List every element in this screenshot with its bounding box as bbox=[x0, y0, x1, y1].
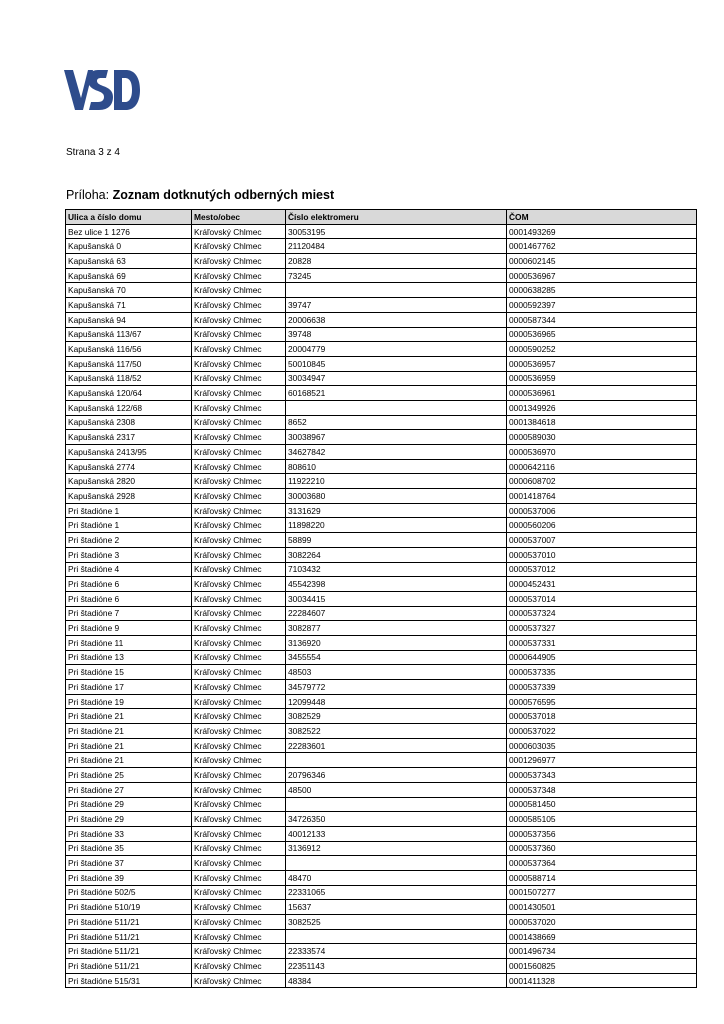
cell-com: 0000603035 bbox=[507, 738, 697, 753]
cell-street: Pri štadióne 35 bbox=[66, 841, 192, 856]
cell-com: 0000537018 bbox=[507, 709, 697, 724]
table-row bbox=[66, 724, 697, 739]
cell-city: Kráľovský Chlmec bbox=[192, 254, 286, 269]
cell-com: 0001467762 bbox=[507, 239, 697, 254]
cell-com: 0000537006 bbox=[507, 503, 697, 518]
cell-street: Pri štadióne 7 bbox=[66, 606, 192, 621]
cell-com: 0000638285 bbox=[507, 283, 697, 298]
cell-com: 0000536967 bbox=[507, 268, 697, 283]
cell-meter-number: 50010845 bbox=[286, 356, 507, 371]
cell-city: Kráľovský Chlmec bbox=[192, 298, 286, 313]
table-row bbox=[66, 562, 697, 577]
cell-city: Kráľovský Chlmec bbox=[192, 268, 286, 283]
cell-city: Kráľovský Chlmec bbox=[192, 459, 286, 474]
cell-meter-number: 3136920 bbox=[286, 635, 507, 650]
table-row bbox=[66, 812, 697, 827]
cell-meter-number: 22283601 bbox=[286, 738, 507, 753]
cell-city: Kráľovský Chlmec bbox=[192, 518, 286, 533]
cell-com: 0001493269 bbox=[507, 224, 697, 239]
cell-city: Kráľovský Chlmec bbox=[192, 312, 286, 327]
cell-city: Kráľovský Chlmec bbox=[192, 900, 286, 915]
cell-city: Kráľovský Chlmec bbox=[192, 503, 286, 518]
cell-meter-number: 808610 bbox=[286, 459, 507, 474]
table-row bbox=[66, 738, 697, 753]
cell-com: 0000536959 bbox=[507, 371, 697, 386]
cell-street: Kapušanská 0 bbox=[66, 239, 192, 254]
column-header-com: ČOM bbox=[507, 210, 697, 225]
cell-street: Pri štadióne 25 bbox=[66, 768, 192, 783]
cell-meter-number: 7103432 bbox=[286, 562, 507, 577]
cell-city: Kráľovský Chlmec bbox=[192, 445, 286, 460]
cell-meter-number: 3136912 bbox=[286, 841, 507, 856]
cell-meter-number: 58899 bbox=[286, 533, 507, 548]
column-header-meter-number: Číslo elektromeru bbox=[286, 210, 507, 225]
table-row bbox=[66, 959, 697, 974]
cell-com: 0000537010 bbox=[507, 547, 697, 562]
cell-com: 0000537012 bbox=[507, 562, 697, 577]
table-row bbox=[66, 635, 697, 650]
cell-street: Kapušanská 2928 bbox=[66, 489, 192, 504]
cell-city: Kráľovský Chlmec bbox=[192, 724, 286, 739]
cell-com: 0000587344 bbox=[507, 312, 697, 327]
cell-meter-number: 30034415 bbox=[286, 591, 507, 606]
cell-city: Kráľovský Chlmec bbox=[192, 826, 286, 841]
cell-city: Kráľovský Chlmec bbox=[192, 635, 286, 650]
cell-com: 0000537348 bbox=[507, 782, 697, 797]
cell-com: 0000537014 bbox=[507, 591, 697, 606]
cell-com: 0001349926 bbox=[507, 400, 697, 415]
cell-meter-number: 39747 bbox=[286, 298, 507, 313]
cell-com: 0000536961 bbox=[507, 386, 697, 401]
cell-com: 0000536970 bbox=[507, 445, 697, 460]
cell-street: Pri štadióne 6 bbox=[66, 591, 192, 606]
table-row bbox=[66, 268, 697, 283]
table-row bbox=[66, 474, 697, 489]
cell-street: Pri štadióne 511/21 bbox=[66, 944, 192, 959]
cell-meter-number: 45542398 bbox=[286, 577, 507, 592]
cell-city: Kráľovský Chlmec bbox=[192, 606, 286, 621]
table-row bbox=[66, 239, 697, 254]
cell-meter-number: 39748 bbox=[286, 327, 507, 342]
cell-meter-number bbox=[286, 753, 507, 768]
cell-street: Pri štadióne 37 bbox=[66, 856, 192, 871]
cell-meter-number: 3082522 bbox=[286, 724, 507, 739]
cell-meter-number: 34726350 bbox=[286, 812, 507, 827]
cell-com: 0000452431 bbox=[507, 577, 697, 592]
cell-street: Kapušanská 71 bbox=[66, 298, 192, 313]
cell-com: 0001430501 bbox=[507, 900, 697, 915]
cell-meter-number bbox=[286, 929, 507, 944]
cell-city: Kráľovský Chlmec bbox=[192, 753, 286, 768]
cell-meter-number: 30003680 bbox=[286, 489, 507, 504]
cell-city: Kráľovský Chlmec bbox=[192, 283, 286, 298]
cell-meter-number: 73245 bbox=[286, 268, 507, 283]
table-row bbox=[66, 298, 697, 313]
table-row bbox=[66, 415, 697, 430]
cell-com: 0000576595 bbox=[507, 694, 697, 709]
cell-meter-number: 22284607 bbox=[286, 606, 507, 621]
table-row bbox=[66, 503, 697, 518]
cell-street: Pri štadióne 511/21 bbox=[66, 929, 192, 944]
cell-com: 0000537020 bbox=[507, 915, 697, 930]
table-row bbox=[66, 694, 697, 709]
table-row bbox=[66, 606, 697, 621]
cell-city: Kráľovský Chlmec bbox=[192, 577, 286, 592]
cell-city: Kráľovský Chlmec bbox=[192, 650, 286, 665]
cell-com: 0000560206 bbox=[507, 518, 697, 533]
cell-street: Kapušanská 122/68 bbox=[66, 400, 192, 415]
table-row bbox=[66, 430, 697, 445]
cell-street: Kapušanská 2413/95 bbox=[66, 445, 192, 460]
cell-com: 0001296977 bbox=[507, 753, 697, 768]
cell-com: 0001438669 bbox=[507, 929, 697, 944]
table-row bbox=[66, 621, 697, 636]
table-row bbox=[66, 445, 697, 460]
cell-com: 0000536965 bbox=[507, 327, 697, 342]
table-row bbox=[66, 327, 697, 342]
table-row bbox=[66, 973, 697, 988]
cell-street: Kapušanská 2820 bbox=[66, 474, 192, 489]
cell-city: Kráľovský Chlmec bbox=[192, 371, 286, 386]
table-row bbox=[66, 342, 697, 357]
cell-street: Pri štadióne 15 bbox=[66, 665, 192, 680]
cell-com: 0000592397 bbox=[507, 298, 697, 313]
cell-city: Kráľovský Chlmec bbox=[192, 738, 286, 753]
cell-street: Kapušanská 2317 bbox=[66, 430, 192, 445]
cell-meter-number: 22331065 bbox=[286, 885, 507, 900]
cell-com: 0000581450 bbox=[507, 797, 697, 812]
table-row bbox=[66, 768, 697, 783]
table-row bbox=[66, 650, 697, 665]
cell-com: 0000642116 bbox=[507, 459, 697, 474]
affected-points-table bbox=[65, 209, 697, 988]
table-row bbox=[66, 826, 697, 841]
cell-meter-number: 3082877 bbox=[286, 621, 507, 636]
cell-com: 0000608702 bbox=[507, 474, 697, 489]
cell-street: Pri štadióne 21 bbox=[66, 738, 192, 753]
cell-com: 0000589030 bbox=[507, 430, 697, 445]
table-row bbox=[66, 533, 697, 548]
cell-com: 0001496734 bbox=[507, 944, 697, 959]
cell-street: Pri štadióne 1 bbox=[66, 503, 192, 518]
table-row bbox=[66, 929, 697, 944]
cell-city: Kráľovský Chlmec bbox=[192, 386, 286, 401]
cell-meter-number: 48500 bbox=[286, 782, 507, 797]
table-row bbox=[66, 224, 697, 239]
cell-street: Pri štadióne 4 bbox=[66, 562, 192, 577]
cell-street: Pri štadióne 6 bbox=[66, 577, 192, 592]
cell-city: Kráľovský Chlmec bbox=[192, 812, 286, 827]
cell-street: Kapušanská 94 bbox=[66, 312, 192, 327]
cell-city: Kráľovský Chlmec bbox=[192, 430, 286, 445]
table-row bbox=[66, 489, 697, 504]
table-row bbox=[66, 356, 697, 371]
cell-street: Pri štadióne 21 bbox=[66, 753, 192, 768]
cell-com: 0000537331 bbox=[507, 635, 697, 650]
cell-com: 0000537324 bbox=[507, 606, 697, 621]
cell-meter-number: 48470 bbox=[286, 870, 507, 885]
cell-city: Kráľovský Chlmec bbox=[192, 621, 286, 636]
cell-meter-number: 30034947 bbox=[286, 371, 507, 386]
cell-street: Kapušanská 116/56 bbox=[66, 342, 192, 357]
cell-com: 0000602145 bbox=[507, 254, 697, 269]
cell-meter-number: 48503 bbox=[286, 665, 507, 680]
cell-meter-number: 3082264 bbox=[286, 547, 507, 562]
cell-com: 0000537335 bbox=[507, 665, 697, 680]
cell-street: Kapušanská 69 bbox=[66, 268, 192, 283]
cell-city: Kráľovský Chlmec bbox=[192, 709, 286, 724]
cell-meter-number: 15637 bbox=[286, 900, 507, 915]
cell-city: Kráľovský Chlmec bbox=[192, 239, 286, 254]
cell-meter-number: 22351143 bbox=[286, 959, 507, 974]
cell-city: Kráľovský Chlmec bbox=[192, 489, 286, 504]
cell-street: Pri štadióne 3 bbox=[66, 547, 192, 562]
cell-street: Pri štadióne 39 bbox=[66, 870, 192, 885]
cell-meter-number bbox=[286, 283, 507, 298]
page-number: Strana 3 z 4 bbox=[66, 147, 120, 158]
title-prefix: Príloha: bbox=[66, 188, 113, 202]
table-row bbox=[66, 870, 697, 885]
cell-city: Kráľovský Chlmec bbox=[192, 973, 286, 988]
cell-city: Kráľovský Chlmec bbox=[192, 591, 286, 606]
table-row bbox=[66, 797, 697, 812]
cell-meter-number: 12099448 bbox=[286, 694, 507, 709]
cell-meter-number bbox=[286, 797, 507, 812]
table-row bbox=[66, 400, 697, 415]
cell-com: 0001418764 bbox=[507, 489, 697, 504]
cell-city: Kráľovský Chlmec bbox=[192, 415, 286, 430]
table-row bbox=[66, 518, 697, 533]
cell-meter-number: 20828 bbox=[286, 254, 507, 269]
cell-street: Pri štadióne 27 bbox=[66, 782, 192, 797]
cell-street: Pri štadióne 1 bbox=[66, 518, 192, 533]
cell-street: Pri štadióne 510/19 bbox=[66, 900, 192, 915]
table-row bbox=[66, 944, 697, 959]
table-row bbox=[66, 547, 697, 562]
cell-meter-number: 22333574 bbox=[286, 944, 507, 959]
cell-street: Pri štadióne 511/21 bbox=[66, 915, 192, 930]
cell-city: Kráľovský Chlmec bbox=[192, 885, 286, 900]
table-row bbox=[66, 371, 697, 386]
cell-com: 0000537360 bbox=[507, 841, 697, 856]
cell-city: Kráľovský Chlmec bbox=[192, 870, 286, 885]
cell-street: Pri štadióne 2 bbox=[66, 533, 192, 548]
cell-city: Kráľovský Chlmec bbox=[192, 797, 286, 812]
cell-com: 0000537339 bbox=[507, 680, 697, 695]
cell-com: 0001507277 bbox=[507, 885, 697, 900]
cell-city: Kráľovský Chlmec bbox=[192, 929, 286, 944]
cell-city: Kráľovský Chlmec bbox=[192, 400, 286, 415]
cell-street: Bez ulice 1 1276 bbox=[66, 224, 192, 239]
table-row bbox=[66, 782, 697, 797]
cell-city: Kráľovský Chlmec bbox=[192, 841, 286, 856]
cell-street: Kapušanská 117/50 bbox=[66, 356, 192, 371]
cell-meter-number: 21120484 bbox=[286, 239, 507, 254]
cell-meter-number: 20004779 bbox=[286, 342, 507, 357]
cell-com: 0000585105 bbox=[507, 812, 697, 827]
cell-street: Pri štadióne 13 bbox=[66, 650, 192, 665]
table-header-row bbox=[66, 210, 697, 225]
table-row bbox=[66, 254, 697, 269]
cell-street: Pri štadióne 19 bbox=[66, 694, 192, 709]
cell-meter-number: 60168521 bbox=[286, 386, 507, 401]
cell-com: 0001384618 bbox=[507, 415, 697, 430]
cell-city: Kráľovský Chlmec bbox=[192, 327, 286, 342]
table-row bbox=[66, 915, 697, 930]
cell-meter-number: 3082525 bbox=[286, 915, 507, 930]
cell-com: 0001560825 bbox=[507, 959, 697, 974]
cell-street: Kapušanská 2308 bbox=[66, 415, 192, 430]
cell-com: 0000537356 bbox=[507, 826, 697, 841]
cell-meter-number: 3131629 bbox=[286, 503, 507, 518]
table-row bbox=[66, 885, 697, 900]
cell-city: Kráľovský Chlmec bbox=[192, 356, 286, 371]
cell-city: Kráľovský Chlmec bbox=[192, 533, 286, 548]
cell-com: 0001411328 bbox=[507, 973, 697, 988]
title-bold: Zoznam dotknutých odberných miest bbox=[112, 188, 335, 202]
cell-street: Kapušanská 63 bbox=[66, 254, 192, 269]
cell-meter-number: 48384 bbox=[286, 973, 507, 988]
cell-meter-number: 20796346 bbox=[286, 768, 507, 783]
cell-com: 0000536957 bbox=[507, 356, 697, 371]
cell-com: 0000537022 bbox=[507, 724, 697, 739]
table-row bbox=[66, 283, 697, 298]
cell-com: 0000644905 bbox=[507, 650, 697, 665]
cell-com: 0000537343 bbox=[507, 768, 697, 783]
table-row bbox=[66, 900, 697, 915]
cell-street: Pri štadióne 21 bbox=[66, 724, 192, 739]
cell-city: Kráľovský Chlmec bbox=[192, 944, 286, 959]
cell-meter-number: 3082529 bbox=[286, 709, 507, 724]
cell-city: Kráľovský Chlmec bbox=[192, 562, 286, 577]
cell-meter-number: 8652 bbox=[286, 415, 507, 430]
table-row bbox=[66, 709, 697, 724]
cell-meter-number: 30038967 bbox=[286, 430, 507, 445]
cell-com: 0000537364 bbox=[507, 856, 697, 871]
cell-street: Kapušanská 120/64 bbox=[66, 386, 192, 401]
cell-street: Pri štadióne 9 bbox=[66, 621, 192, 636]
cell-street: Pri štadióne 33 bbox=[66, 826, 192, 841]
cell-meter-number: 34579772 bbox=[286, 680, 507, 695]
cell-meter-number: 3455554 bbox=[286, 650, 507, 665]
cell-street: Pri štadióne 515/31 bbox=[66, 973, 192, 988]
cell-city: Kráľovský Chlmec bbox=[192, 856, 286, 871]
cell-com: 0000537327 bbox=[507, 621, 697, 636]
cell-city: Kráľovský Chlmec bbox=[192, 224, 286, 239]
attachment-title bbox=[66, 188, 334, 202]
vsd-logo bbox=[64, 68, 140, 112]
table-body bbox=[66, 224, 697, 988]
cell-meter-number: 20006638 bbox=[286, 312, 507, 327]
cell-street: Kapušanská 113/67 bbox=[66, 327, 192, 342]
cell-city: Kráľovský Chlmec bbox=[192, 915, 286, 930]
cell-street: Pri štadióne 29 bbox=[66, 797, 192, 812]
table-row bbox=[66, 459, 697, 474]
cell-street: Kapušanská 2774 bbox=[66, 459, 192, 474]
cell-city: Kráľovský Chlmec bbox=[192, 782, 286, 797]
cell-com: 0000537007 bbox=[507, 533, 697, 548]
table-row bbox=[66, 680, 697, 695]
cell-meter-number: 11898220 bbox=[286, 518, 507, 533]
cell-meter-number: 40012133 bbox=[286, 826, 507, 841]
cell-street: Kapušanská 118/52 bbox=[66, 371, 192, 386]
cell-meter-number: 30053195 bbox=[286, 224, 507, 239]
table-row bbox=[66, 312, 697, 327]
cell-city: Kráľovský Chlmec bbox=[192, 547, 286, 562]
cell-com: 0000590252 bbox=[507, 342, 697, 357]
cell-meter-number: 11922210 bbox=[286, 474, 507, 489]
cell-city: Kráľovský Chlmec bbox=[192, 665, 286, 680]
table-row bbox=[66, 856, 697, 871]
cell-city: Kráľovský Chlmec bbox=[192, 474, 286, 489]
table-row bbox=[66, 577, 697, 592]
cell-city: Kráľovský Chlmec bbox=[192, 342, 286, 357]
cell-city: Kráľovský Chlmec bbox=[192, 680, 286, 695]
cell-street: Kapušanská 70 bbox=[66, 283, 192, 298]
table-row bbox=[66, 753, 697, 768]
cell-city: Kráľovský Chlmec bbox=[192, 959, 286, 974]
cell-city: Kráľovský Chlmec bbox=[192, 768, 286, 783]
cell-street: Pri štadióne 11 bbox=[66, 635, 192, 650]
cell-meter-number bbox=[286, 400, 507, 415]
cell-meter-number bbox=[286, 856, 507, 871]
table-row bbox=[66, 591, 697, 606]
cell-street: Pri štadióne 511/21 bbox=[66, 959, 192, 974]
cell-com: 0000588714 bbox=[507, 870, 697, 885]
cell-city: Kráľovský Chlmec bbox=[192, 694, 286, 709]
cell-street: Pri štadióne 502/5 bbox=[66, 885, 192, 900]
table-row bbox=[66, 841, 697, 856]
table-row bbox=[66, 386, 697, 401]
table-row bbox=[66, 665, 697, 680]
cell-street: Pri štadióne 21 bbox=[66, 709, 192, 724]
cell-meter-number: 34627842 bbox=[286, 445, 507, 460]
column-header-street: Ulica a číslo domu bbox=[66, 210, 192, 225]
column-header-city: Mesto/obec bbox=[192, 210, 286, 225]
cell-street: Pri štadióne 17 bbox=[66, 680, 192, 695]
cell-street: Pri štadióne 29 bbox=[66, 812, 192, 827]
